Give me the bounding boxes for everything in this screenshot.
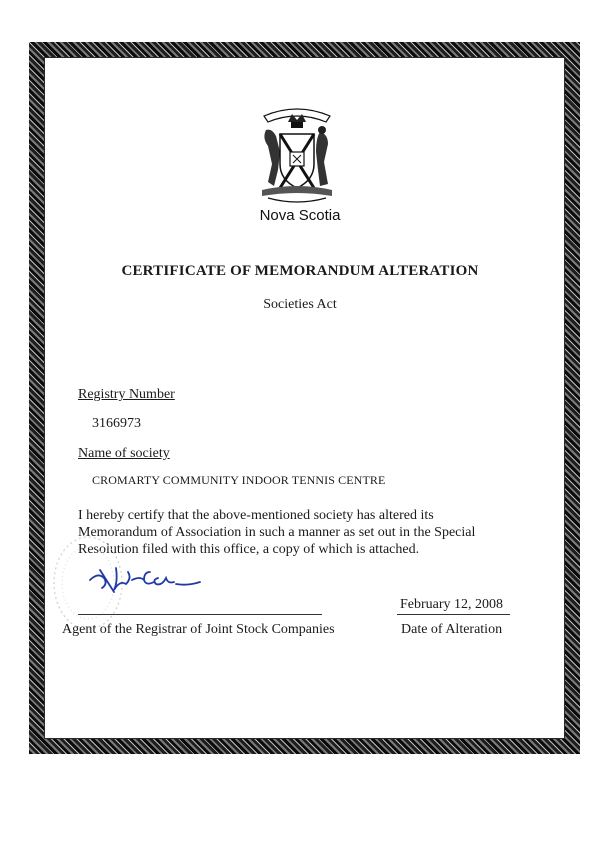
certificate-subtitle: Societies Act: [263, 297, 337, 312]
certification-line: Resolution filed with this office, a copy of which is attached.: [78, 542, 420, 557]
alteration-date: February 12, 2008: [400, 597, 504, 612]
certificate-title: CERTIFICATE OF MEMORANDUM ALTERATION: [121, 263, 479, 279]
registrar-signature-icon: [88, 558, 228, 598]
certification-line: I hereby certify that the above-mentioned society has altered its: [78, 508, 434, 523]
certification-line: Memorandum of Association in such a manner as set out in the Special: [78, 525, 476, 540]
society-name-label: Name of society: [78, 446, 170, 461]
signature-line: [78, 614, 322, 615]
registry-number-label: Registry Number: [78, 387, 175, 402]
date-caption: Date of Alteration: [401, 622, 503, 637]
province-name: Nova Scotia: [259, 207, 341, 224]
certification-statement: [78, 507, 508, 558]
date-line: [397, 614, 510, 615]
registrar-agent-caption: Agent of the Registrar of Joint Stock Companies: [62, 622, 335, 637]
society-name-value: CROMARTY COMMUNITY INDOOR TENNIS CENTRE: [92, 473, 386, 487]
registry-number-value: 3166973: [92, 416, 141, 431]
nova-scotia-coat-of-arms-icon: [258, 100, 336, 208]
